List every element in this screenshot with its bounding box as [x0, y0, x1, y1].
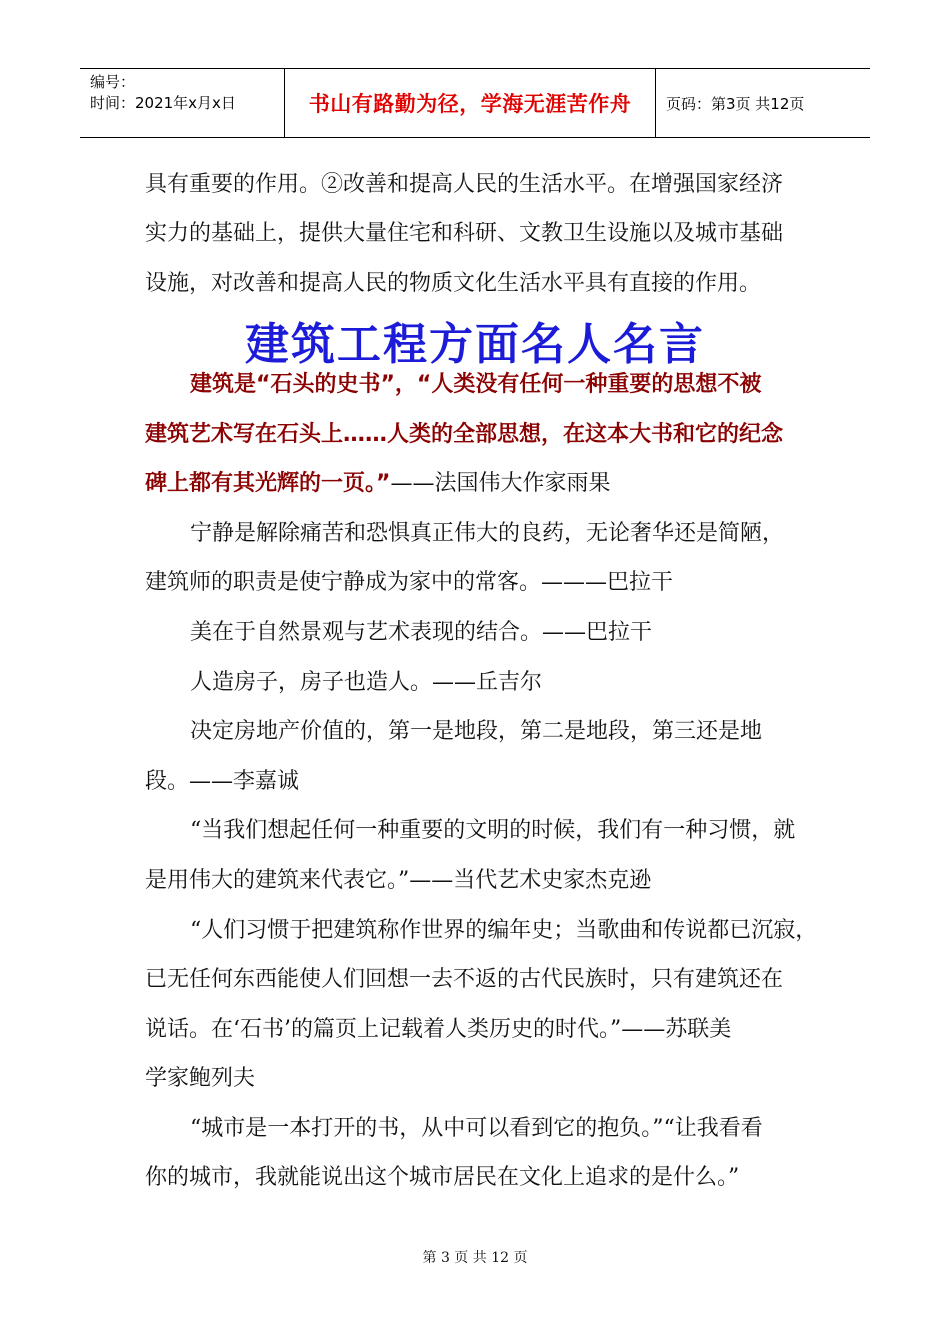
quote1-line-3-text: 碑上都有其光辉的一页。”	[145, 471, 391, 496]
quote2-line-1: 宁静是解除痛苦和恐惧真正伟大的良药，无论奢华还是简陋，	[190, 521, 785, 546]
quote4: 人造房子，房子也造人。——丘吉尔	[190, 670, 543, 695]
header-motto: 书山有路勤为径，学海无涯苦作舟	[308, 92, 632, 116]
page-header	[80, 68, 870, 138]
serial-label: 编号：	[90, 73, 136, 91]
quote3: 美在于自然景观与艺术表现的结合。——巴拉干	[190, 620, 653, 645]
intro-line-1: 具有重要的作用。②改善和提高人民的生活水平。在增强国家经济	[145, 172, 784, 197]
header-motto-cell	[284, 69, 656, 137]
quote1-attribution: ——法国伟大作家雨果	[390, 471, 611, 496]
quote6-line-1: “当我们想起任何一种重要的文明的时候，我们有一种习惯，就	[190, 818, 796, 843]
intro-line-3: 设施，对改善和提高人民的物质文化生活水平具有直接的作用。	[145, 271, 762, 296]
intro-line-2: 实力的基础上，提供大量住宅和科研、文教卫生设施以及城市基础	[145, 221, 784, 246]
quote7-line-1: “人们习惯于把建筑称作世界的编年史；当歌曲和传说都已沉寂，	[190, 918, 818, 943]
time-label: 时间：2021年x月x日	[90, 94, 236, 112]
quote7-line-2: 已无任何东西能使人们回想一去不返的古代民族时，只有建筑还在	[145, 967, 784, 992]
header-page-info: 页码：第3页 共12页	[666, 94, 805, 113]
quote1-line-1: 建筑是“石头的史书”，“人类没有任何一种重要的思想不被	[190, 372, 762, 397]
quote5-line-2: 段。——李嘉诚	[145, 769, 300, 794]
quote8-line-1: “城市是一本打开的书，从中可以看到它的抱负。”“让我看看	[190, 1116, 763, 1141]
quote5-line-1: 决定房地产价值的，第一是地段，第二是地段，第三还是地	[190, 719, 763, 744]
quote1-line-3	[145, 469, 610, 499]
quote7-line-3: 说话。在‘石书’的篇页上记载着人类历史的时代。”——苏联美	[145, 1017, 732, 1042]
quote7-line-4: 学家鲍列夫	[145, 1066, 256, 1091]
section-title: 建筑工程方面名人名言	[245, 319, 705, 370]
quote8-line-2: 你的城市，我就能说出这个城市居民在文化上追求的是什么。”	[145, 1165, 740, 1190]
quote6-line-2: 是用伟大的建筑来代表它。”——当代艺术史家杰克逊	[145, 868, 652, 893]
quote1-line-2: 建筑艺术写在石头上……人类的全部思想，在这本大书和它的纪念	[145, 422, 784, 447]
page-footer: 第 3 页 共 12 页	[422, 1250, 528, 1266]
quote2-line-2: 建筑师的职责是使宁静成为家中的常客。———巴拉干	[145, 570, 674, 595]
header-meta	[80, 69, 284, 137]
